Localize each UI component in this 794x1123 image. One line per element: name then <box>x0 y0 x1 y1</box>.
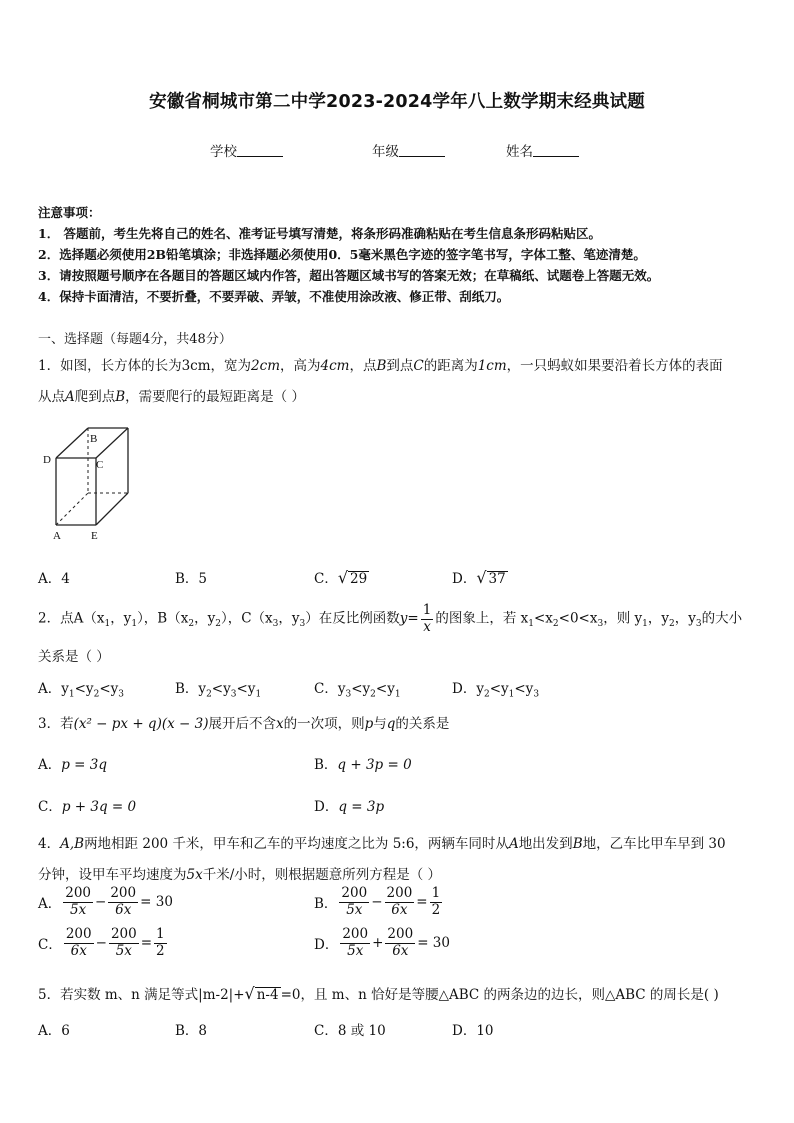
q2-fraction-den: x <box>423 618 431 635</box>
frac-num: 1 <box>156 926 165 942</box>
q3-var: x <box>275 716 284 732</box>
subscript: 1 <box>68 689 75 700</box>
q2-line2: 关系是（ ） <box>38 649 110 665</box>
fraction <box>154 927 167 959</box>
name-field <box>506 140 579 160</box>
fraction <box>385 927 415 959</box>
frac-num: 200 <box>342 926 369 942</box>
grade-blank <box>399 142 445 157</box>
frac-num: 200 <box>110 926 137 942</box>
subscript: 1 <box>255 689 262 700</box>
q4-text: 4． <box>38 836 61 852</box>
q1-distance: 1cm <box>477 358 507 374</box>
frac-num: 200 <box>386 885 413 901</box>
school-blank <box>237 142 283 157</box>
frac-den: 5x <box>346 901 363 918</box>
label-D: D <box>43 454 51 466</box>
q3-expression: (x² − px + q)(x − 3) <box>73 716 209 732</box>
notice-item-2: 2．选择题必须使用2B铅笔填涂；非选择题必须使用0．5毫米黑色字迹的签字笔书写，字体工整、笔迹清楚。 <box>38 247 646 262</box>
frac-den: 5x <box>347 942 364 959</box>
notice-item-3: 3．请按照题号顺序在各题目的答题区域内作答，超出答题区域书写的答案无效；在草稿纸、试题卷上答题无效。 <box>38 268 660 283</box>
q1-option-a[interactable]: A．4 <box>38 571 70 587</box>
q2-fraction <box>421 603 434 635</box>
opt-equation: q + 3p = 0 <box>337 757 412 773</box>
opt-text: C．y <box>314 681 346 697</box>
q2-text: ），C（x <box>220 610 273 627</box>
subscript: 3 <box>533 689 540 700</box>
q1-text: ，点 <box>349 358 377 374</box>
q2-text: ，则 y <box>603 610 643 627</box>
fraction <box>63 886 93 918</box>
q1-line1 <box>38 354 723 374</box>
q2-text: <x <box>533 610 553 627</box>
q1-text: ，高为 <box>280 358 321 374</box>
opt-text: <y <box>99 681 119 697</box>
fraction <box>339 886 369 918</box>
q2-text: ，y <box>194 610 216 627</box>
subscript: 3 <box>230 689 237 700</box>
q4-line2 <box>38 863 441 883</box>
opt-text: <y <box>514 681 534 697</box>
q4-var: 5x <box>186 867 203 883</box>
frac-den: 2 <box>156 942 165 959</box>
subscript: 3 <box>299 619 306 630</box>
opt-equation: q = 3p <box>338 799 385 815</box>
q1-height: 4cm <box>320 358 350 374</box>
q5-option-b[interactable]: B．8 <box>175 1023 208 1039</box>
q4-var: A <box>508 836 519 852</box>
q4-option-d[interactable] <box>314 927 450 959</box>
q4-text: 分钟，设甲车平均速度为 <box>38 867 187 883</box>
q3-var: q <box>386 716 396 732</box>
opt-label: C． <box>38 937 62 954</box>
q1-point: C <box>413 358 424 374</box>
q2-text: <0<x <box>558 610 598 627</box>
subscript: 3 <box>118 689 124 700</box>
q3-option-b[interactable] <box>314 753 412 773</box>
q2-text: 的图象上，若 x <box>435 610 529 627</box>
sqrt-icon: √ <box>337 568 349 587</box>
q1-point: B <box>376 358 387 374</box>
equals: = <box>416 894 428 911</box>
q2-option-b[interactable] <box>175 677 261 700</box>
q4-line1 <box>38 832 726 852</box>
exam-title: 安徽省桐城市第二中学2023-2024学年八上数学期末经典试题 <box>149 92 645 112</box>
q1-width: 2cm <box>251 358 280 374</box>
label-A: A <box>53 530 61 542</box>
subscript: 3 <box>272 619 279 630</box>
section-heading: 一、选择题（每题4分，共48分） <box>38 332 232 347</box>
q1-point: B <box>115 389 126 405</box>
label-E: E <box>91 530 98 542</box>
q5-option-d[interactable]: D．10 <box>452 1023 494 1039</box>
fraction <box>340 927 370 959</box>
operator: − <box>371 894 383 911</box>
q2-option-a[interactable] <box>38 677 124 700</box>
operator: + <box>372 935 384 952</box>
frac-den: 6x <box>70 942 87 959</box>
operator: − <box>95 894 107 911</box>
equals: = 30 <box>417 935 450 952</box>
name-blank <box>533 142 579 157</box>
q4-text: 两地相距 200 千米，甲车和乙车的平均速度之比为 5:6，两辆车同时从 <box>84 836 509 852</box>
frac-den: 5x <box>115 942 132 959</box>
opt-label: B． <box>314 896 338 913</box>
q2-text: ）在反比例函数 <box>305 610 400 627</box>
q3-option-d[interactable] <box>314 795 384 815</box>
opt-text: B．y <box>175 681 207 697</box>
subscript: 2 <box>188 619 195 630</box>
q3-text: 的关系是 <box>395 716 450 732</box>
q2-text: 2．点A（x <box>38 610 105 627</box>
fraction <box>109 927 139 959</box>
q5-radicand: n-4 <box>256 987 279 1003</box>
opt-text: <y <box>236 681 256 697</box>
opt-label: A． <box>38 757 62 773</box>
opt-text: <y <box>211 681 231 697</box>
subscript: 3 <box>695 619 702 630</box>
q1-text: 到点 <box>386 358 414 374</box>
q1-option-d-label: D． <box>452 571 477 587</box>
q1-line2 <box>38 385 305 405</box>
subscript: 1 <box>131 619 138 630</box>
q5-text: 5．若实数 m、n 满足等式|m-2|+ <box>38 987 245 1003</box>
q3-var: p <box>364 716 374 732</box>
opt-equation: p = 3q <box>61 757 108 773</box>
opt-text: <y <box>375 681 395 697</box>
q1-text: ，宽为 <box>210 358 252 374</box>
subscript: 2 <box>370 689 376 700</box>
subscript: 2 <box>483 689 490 700</box>
opt-label: B． <box>314 757 338 773</box>
q2-text: 的大小 <box>701 610 743 627</box>
q4-text: 地出发到 <box>518 836 573 852</box>
q2-text: ），B（x <box>137 610 189 627</box>
q3-option-c[interactable] <box>38 795 136 815</box>
subscript: 2 <box>206 689 212 700</box>
q1-point: A <box>65 389 75 405</box>
q1-option-d-radicand: 37 <box>488 571 506 587</box>
opt-label: A． <box>38 896 62 913</box>
sqrt-icon: √ <box>476 568 487 587</box>
opt-label: C． <box>38 799 62 815</box>
notice-item-1: 1． 答题前，考生先将自己的姓名、准考证号填写清楚，将条形码准确粘贴在考生信息条形码粘贴区。 <box>38 226 602 241</box>
q2-option-c[interactable] <box>314 677 401 700</box>
q4-option-a[interactable] <box>38 886 173 918</box>
school-field <box>210 140 283 160</box>
fraction <box>385 886 415 918</box>
opt-text: <y <box>489 681 509 697</box>
frac-den: 5x <box>70 901 87 918</box>
q3-line1 <box>38 712 449 732</box>
frac-num: 200 <box>110 885 137 901</box>
q1-text: ，一只蚂蚁如果要沿着长方体的表面 <box>506 358 723 374</box>
subscript: 2 <box>93 689 100 700</box>
frac-num: 1 <box>431 885 441 901</box>
frac-num: 200 <box>387 926 414 942</box>
q5-option-a[interactable]: A．6 <box>38 1023 70 1039</box>
operator: − <box>95 935 107 952</box>
q1-option-c-label: C． <box>314 571 338 587</box>
fraction <box>64 927 94 959</box>
q1-text: ，需要爬行的最短距离是（ ） <box>125 389 305 405</box>
fraction <box>108 886 138 918</box>
equals: = <box>140 935 153 952</box>
frac-num: 200 <box>65 885 92 901</box>
fraction <box>430 886 443 918</box>
q2-function: y= <box>399 610 419 627</box>
q4-option-b[interactable] <box>314 886 444 918</box>
q5-option-c[interactable]: C．8 或 10 <box>314 1023 386 1039</box>
equals: = 30 <box>140 894 173 911</box>
opt-text: D．y <box>452 681 484 697</box>
q1-text: 1．如图，长方体的长为 <box>38 358 182 374</box>
frac-den: 2 <box>431 901 441 918</box>
q1-text: 爬到点 <box>74 389 116 405</box>
q1-text: 从点 <box>38 389 65 405</box>
q3-text: 与 <box>373 716 387 732</box>
opt-text: A．y <box>38 681 69 697</box>
notice-item-4: 4．保持卡面清洁，不要折叠，不要弄破、弄皱，不准使用涂改液、修正带、刮纸刀。 <box>38 289 510 304</box>
q2-text: ，y <box>110 610 132 627</box>
q4-var: B <box>572 836 583 852</box>
q2-text: ，y <box>647 610 669 627</box>
q5-text: =0，且 m、n 恰好是等腰△ABC 的两条边的边长，则△ABC 的周长是( ) <box>280 987 719 1003</box>
q4-option-c[interactable] <box>38 927 169 959</box>
q2-text: ，y <box>674 610 696 627</box>
q3-text: 的一次项，则 <box>283 716 365 732</box>
grade-field <box>372 140 445 160</box>
school-label: 学校 <box>210 144 237 160</box>
label-B: B <box>90 433 98 445</box>
q4-var: A,B <box>60 836 85 852</box>
subscript: 1 <box>642 619 648 630</box>
q3-text: 展开后不含 <box>208 716 276 732</box>
subscript: 1 <box>104 619 111 630</box>
q4-text: 千米/小时，则根据题意所列方程是（ ） <box>202 867 442 883</box>
opt-label: D． <box>314 937 339 954</box>
q2-option-d[interactable] <box>452 677 539 700</box>
opt-label: D． <box>314 799 339 815</box>
subscript: 2 <box>669 619 675 630</box>
q3-option-a[interactable] <box>38 753 107 773</box>
frac-den: 6x <box>392 942 409 959</box>
subscript: 1 <box>528 619 534 630</box>
notice-heading: 注意事项： <box>38 205 101 220</box>
subscript: 2 <box>552 619 559 630</box>
frac-num: 200 <box>65 926 92 942</box>
q4-text: 地，乙车比甲车早到 30 <box>582 836 726 852</box>
label-C: C <box>96 459 104 471</box>
frac-den: 6x <box>115 901 132 918</box>
subscript: 2 <box>215 619 221 630</box>
q1-option-c[interactable] <box>314 567 369 587</box>
sqrt-icon: √ <box>244 984 255 1003</box>
opt-equation: p + 3q = 0 <box>61 799 137 815</box>
q1-length: 3cm <box>181 358 211 374</box>
cuboid-figure <box>36 420 146 550</box>
q2-line1 <box>38 603 742 635</box>
q2-text: ，y <box>278 610 300 627</box>
grade-label: 年级 <box>372 144 399 160</box>
q1-option-d[interactable] <box>452 567 508 587</box>
q3-text: 3．若 <box>38 716 74 732</box>
name-label: 姓名 <box>506 144 533 160</box>
q5-line1 <box>38 983 719 1003</box>
q1-option-c-radicand: 29 <box>350 571 368 587</box>
subscript: 3 <box>345 689 352 700</box>
frac-num: 200 <box>341 885 368 901</box>
q2-fraction-num: 1 <box>422 602 432 618</box>
q1-option-b[interactable]: B．5 <box>175 571 208 587</box>
subscript: 3 <box>597 619 604 630</box>
opt-text: <y <box>351 681 371 697</box>
subscript: 1 <box>508 689 515 700</box>
q1-text: 的距离为 <box>423 358 478 374</box>
frac-den: 6x <box>391 901 408 918</box>
subscript: 1 <box>394 689 401 700</box>
opt-text: <y <box>74 681 94 697</box>
